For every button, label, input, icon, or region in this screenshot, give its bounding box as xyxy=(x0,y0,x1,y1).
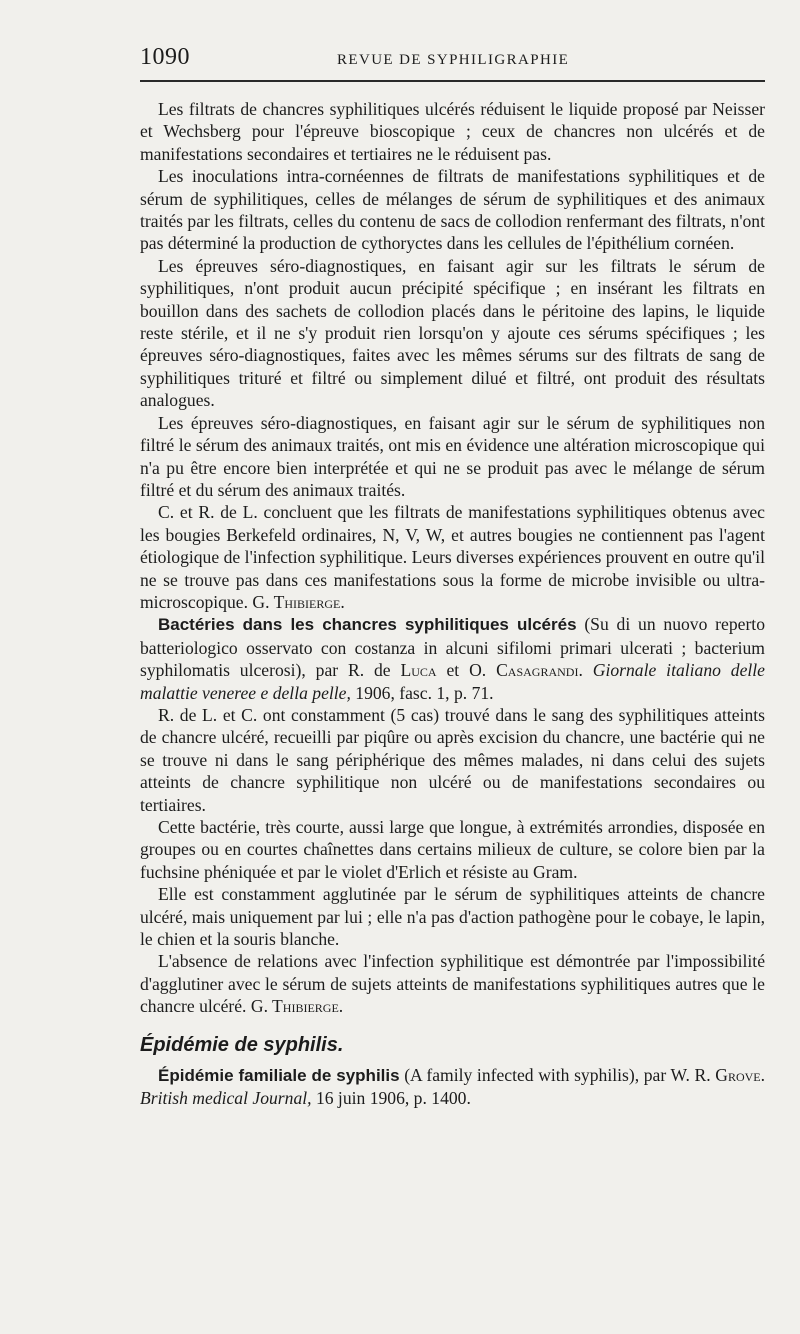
page-number: 1090 xyxy=(140,44,190,70)
signature: G. Thibierge. xyxy=(250,996,344,1017)
author-conjunction: et O. xyxy=(446,660,487,681)
citation: 16 juin 1906, p. 1400. xyxy=(315,1088,471,1109)
closing-text: L'absence de relations avec l'infection syphilitique est démontrée par l'impossibilité d'agglutiner avec le sérum de sujets atteints de manifestations syphilitiques autres que le chancre ulcéré. xyxy=(140,951,765,1017)
running-title: REVUE DE SYPHILIGRAPHIE xyxy=(337,52,570,68)
paragraph: Les filtrats de chancres syphilitiques ulcérés réduisent le liquide proposé par Neisser et Wechsberg pour l'épreuve bioscopique ; ceux de chancres non ulcérés et de manifestations secondaires et tertiaires ne le réduisent pas. xyxy=(140,99,765,164)
journal-name: Giornale italiano delle malattie veneree e della pelle, xyxy=(140,660,765,703)
author-name: Grove. xyxy=(715,1065,766,1086)
paragraph: R. de L. et C. ont constamment (5 cas) trouvé dans le sang des syphilitiques atteints de chancre ulcéré, recueilli par piqûre ou après excision du chancre, une bactérie qui ne se trouve ni dans le sang périphérique des mêmes malades, ni dans celui des sujets atteints de chancre syphilitique non ulcéré ou de manifestations secondaires ou tertiaires. xyxy=(140,704,765,815)
conclusion-paragraph xyxy=(140,501,765,613)
article-ref-text: (Su di un nuovo reperto batteriologico osservato con costanza in alcuni sifilomi primari ulcerati ; bacterium syphilomatis ulcerosi), par R. de xyxy=(140,614,765,681)
author-name: Luca xyxy=(400,660,437,681)
article-reference xyxy=(140,1064,765,1110)
conclusion-text: C. et R. de L. concluent que les filtrats de manifestations syphilitiques obtenus avec les bougies Berkefeld ordinaires, N, V, W, et autres bougies ne contiennent pas l'agent étiologique de l'infection syphilitique. Leurs diverses expériences prouvent en outre qu'il ne se trouve pas dans ces manifestations sous la forme de microbe invisible ou ultra-microscopique. xyxy=(140,502,765,612)
paragraph: Les inoculations intra-cornéennes de filtrats de manifestations syphilitiques et de sérum de syphilitiques, celles de mélanges de sérum de syphilitiques et des animaux traités par les filtrats, celles du contenu de sacs de collodion renfermant des filtrats, n'ont pas déterminé la production de cythoryctes dans les cellules de l'épithélium cornéen. xyxy=(140,166,765,254)
paragraph: Elle est constamment agglutinée par le sérum de syphilitiques atteints de chancre ulcéré, mais uniquement par lui ; elle n'a pas d'action pathogène pour le cobaye, le lapin, le chien et la souris blanche. xyxy=(140,884,765,950)
article-title: Bactéries dans les chancres syphilitiques ulcérés xyxy=(158,615,577,635)
paragraph: Cette bactérie, très courte, aussi large que longue, à extrémités arrondies, disposée en groupes ou en courtes chaînettes dans certains milieux de culture, se colore bien par la fuchsine phéniquée et par le violet d'Erlich et résiste au Gram. xyxy=(140,817,765,882)
journal-name: British medical Journal, xyxy=(140,1088,312,1109)
body-text xyxy=(140,98,765,1110)
paragraph: Les épreuves séro-diagnostiques, en faisant agir sur les filtrats le sérum de syphilitiques, n'ont produit aucun précipité spécifique ; en insérant les filtrats en bouillon dans des sachets de collodion placés dans le péritoine des lapins, le liquide reste stérile, et il ne s'y produit rien lorsqu'on y ajoute ces sérums spécifiques ; les épreuves séro-diagnostiques, faites avec les mêmes sérums sur des filtrats de sang de syphilitiques trituré et filtré ou simplement dilué et filtré, ont produit des résultats analogues. xyxy=(140,255,765,411)
paragraph: Les épreuves séro-diagnostiques, en faisant agir sur le sérum de syphilitiques non filtré le sérum des animaux traités, ont mis en évidence une altération microscopique qui n'a pu être encore bien interprétée et qui ne se produit pas avec le mélange de sérum filtré et du sérum des animaux traités. xyxy=(140,412,765,500)
citation: 1906, fasc. 1, p. 71. xyxy=(355,682,494,703)
article-title: Épidémie familiale de syphilis xyxy=(158,1066,400,1086)
signature: G. Thibierge. xyxy=(252,591,345,612)
section-heading: Épidémie de syphilis. xyxy=(140,1033,344,1056)
header-rule xyxy=(140,80,765,82)
author-name: Casagrandi. xyxy=(496,660,583,681)
article-reference xyxy=(140,613,765,704)
page-header xyxy=(140,44,765,76)
article-ref-text: (A family infected with syphilis), par W. R. xyxy=(404,1065,711,1086)
closing-paragraph xyxy=(140,950,765,1017)
